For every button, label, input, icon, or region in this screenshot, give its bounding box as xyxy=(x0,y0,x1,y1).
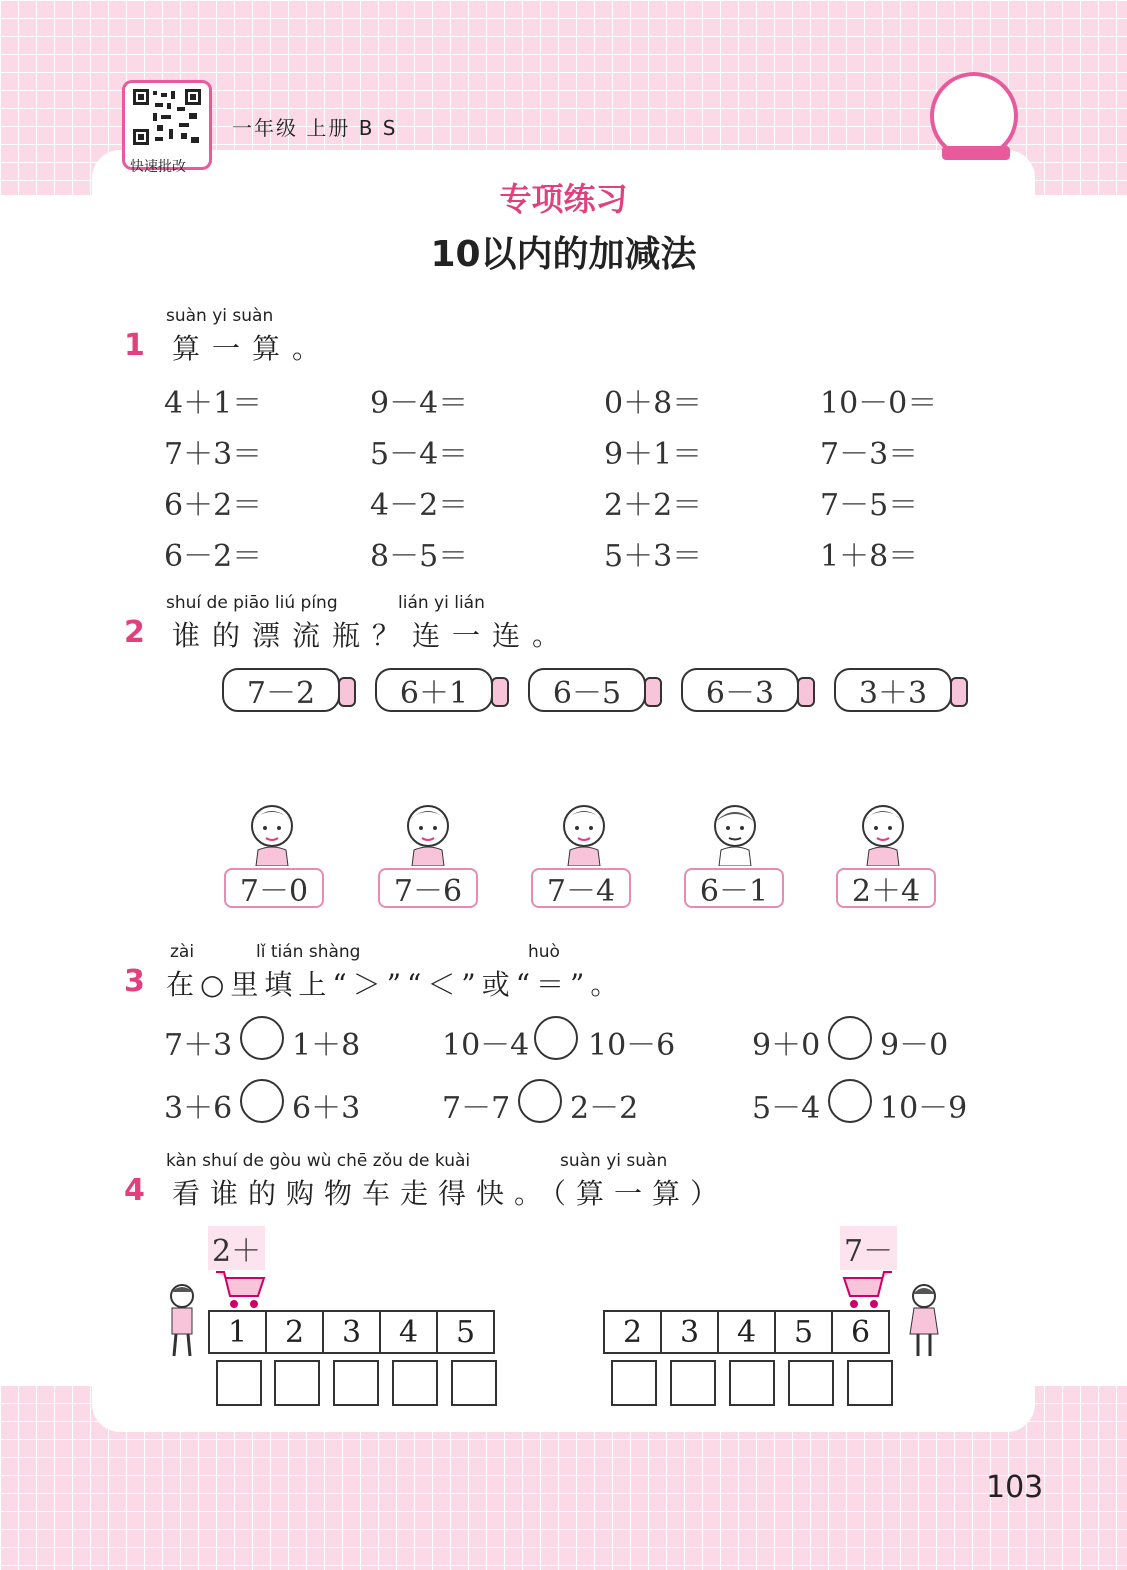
answer-box[interactable] xyxy=(670,1360,716,1406)
q1-expression[interactable]: 9－4＝ xyxy=(370,386,469,421)
right-number-row xyxy=(603,1310,890,1354)
number-cell: 1 xyxy=(208,1310,267,1354)
compare-left: 7＋3 xyxy=(164,1028,233,1063)
q2-text: 谁的漂流瓶？连一连。 xyxy=(172,619,573,652)
answer-box[interactable] xyxy=(788,1360,834,1406)
bottle-cap-icon xyxy=(950,677,968,707)
q1-expression[interactable]: 4＋1＝ xyxy=(164,386,263,421)
number-cell: 4 xyxy=(379,1310,438,1354)
q1-expression[interactable]: 2＋2＝ xyxy=(604,488,703,523)
q1-expression[interactable]: 0＋8＝ xyxy=(604,386,703,421)
kid-sign[interactable]: 7－0 xyxy=(224,868,324,908)
q1-expression[interactable]: 6＋2＝ xyxy=(164,488,263,523)
section-title: 专项练习 xyxy=(499,180,628,218)
answer-box[interactable] xyxy=(611,1360,657,1406)
q3-number: 3 xyxy=(124,964,145,999)
q4-pinyin: kàn shuí de gòu wù chē zǒu de kuài xyxy=(166,1151,471,1171)
page-number: 103 xyxy=(986,1470,1044,1505)
q3-pinyin: huò xyxy=(528,942,560,962)
q3-pinyin: zài xyxy=(170,942,195,962)
publisher-logo-icon xyxy=(930,72,1018,160)
compare-circle[interactable] xyxy=(534,1016,578,1060)
kid-sign[interactable]: 2＋4 xyxy=(836,868,936,908)
boy-icon xyxy=(707,800,763,866)
girl-icon xyxy=(556,800,612,866)
compare-left: 9＋0 xyxy=(752,1028,821,1063)
compare-left: 7－7 xyxy=(442,1091,511,1126)
q1-expression[interactable]: 5－4＝ xyxy=(370,437,469,472)
compare-right: 9－0 xyxy=(880,1028,949,1063)
bottle-cap-icon xyxy=(338,677,356,707)
q1-expression[interactable]: 10－0＝ xyxy=(820,386,938,421)
shopping-cart-icon xyxy=(214,1268,266,1310)
compare-right: 1＋8 xyxy=(292,1028,361,1063)
q1-pinyin: suàn yi suàn xyxy=(166,306,274,326)
left-cart-label: 2＋ xyxy=(208,1226,265,1270)
boy-icon xyxy=(162,1282,202,1358)
bottle[interactable]: 6－3 xyxy=(681,668,799,712)
q1-expression[interactable]: 8－5＝ xyxy=(370,539,469,574)
compare-circle[interactable] xyxy=(240,1016,284,1060)
girl-icon xyxy=(904,1282,944,1358)
q2-pinyin: lián yi lián xyxy=(398,593,485,613)
q1-expression[interactable]: 7－5＝ xyxy=(820,488,919,523)
answer-box[interactable] xyxy=(274,1360,320,1406)
girl-icon xyxy=(244,800,300,866)
compare-circle[interactable] xyxy=(240,1079,284,1123)
bottle[interactable]: 6＋1 xyxy=(375,668,493,712)
q3-text: 在○里填上“＞”“＜”或“＝”。 xyxy=(166,968,625,1001)
left-number-row xyxy=(208,1310,495,1354)
number-cell: 3 xyxy=(322,1310,381,1354)
number-cell: 2 xyxy=(265,1310,324,1354)
number-cell: 6 xyxy=(831,1310,890,1354)
compare-right: 2－2 xyxy=(570,1091,639,1126)
shopping-cart-icon xyxy=(842,1268,894,1310)
grade-label: 一年级 上册 B S xyxy=(232,116,398,140)
answer-box[interactable] xyxy=(847,1360,893,1406)
kid-sign[interactable]: 7－6 xyxy=(378,868,478,908)
right-cart-label: 7－ xyxy=(840,1226,897,1270)
bottle-cap-icon xyxy=(644,677,662,707)
compare-circle[interactable] xyxy=(828,1016,872,1060)
number-cell: 5 xyxy=(436,1310,495,1354)
girl-icon xyxy=(855,800,911,866)
q4-text: 看谁的购物车走得快。（算一算） xyxy=(172,1177,729,1210)
answer-box[interactable] xyxy=(392,1360,438,1406)
q1-expression[interactable]: 5＋3＝ xyxy=(604,539,703,574)
qr-label: 快速批改 xyxy=(130,159,186,175)
q1-expression[interactable]: 7＋3＝ xyxy=(164,437,263,472)
q1-number: 1 xyxy=(124,328,145,363)
q1-expression[interactable]: 7－3＝ xyxy=(820,437,919,472)
bottle[interactable]: 7－2 xyxy=(222,668,340,712)
q4-number: 4 xyxy=(124,1173,145,1208)
q1-expression[interactable]: 1＋8＝ xyxy=(820,539,919,574)
bottle-cap-icon xyxy=(491,677,509,707)
q3-pinyin: lǐ tián shàng xyxy=(256,942,361,962)
compare-left: 5－4 xyxy=(752,1091,821,1126)
q1-expression[interactable]: 6－2＝ xyxy=(164,539,263,574)
compare-left: 10－4 xyxy=(442,1028,530,1063)
compare-right: 6＋3 xyxy=(292,1091,361,1126)
answer-box[interactable] xyxy=(216,1360,262,1406)
bottle-cap-icon xyxy=(797,677,815,707)
number-cell: 2 xyxy=(603,1310,662,1354)
bottle[interactable]: 6－5 xyxy=(528,668,646,712)
number-cell: 5 xyxy=(774,1310,833,1354)
compare-left: 3＋6 xyxy=(164,1091,233,1126)
q1-text: 算一算。 xyxy=(172,332,333,365)
answer-box[interactable] xyxy=(729,1360,775,1406)
number-cell: 3 xyxy=(660,1310,719,1354)
q1-expression[interactable]: 4－2＝ xyxy=(370,488,469,523)
bottle[interactable]: 3＋3 xyxy=(834,668,952,712)
kid-sign[interactable]: 7－4 xyxy=(531,868,631,908)
compare-right: 10－9 xyxy=(880,1091,968,1126)
q2-number: 2 xyxy=(124,615,145,650)
compare-circle[interactable] xyxy=(518,1079,562,1123)
girl-icon xyxy=(400,800,456,866)
q1-expression[interactable]: 9＋1＝ xyxy=(604,437,703,472)
page-title: 10以内的加减法 xyxy=(430,234,697,275)
answer-box[interactable] xyxy=(451,1360,497,1406)
q4-pinyin: suàn yi suàn xyxy=(560,1151,668,1171)
compare-circle[interactable] xyxy=(828,1079,872,1123)
compare-right: 10－6 xyxy=(588,1028,676,1063)
number-cell: 4 xyxy=(717,1310,776,1354)
kid-sign[interactable]: 6－1 xyxy=(684,868,784,908)
q2-pinyin: shuí de piāo liú píng xyxy=(166,593,338,613)
answer-box[interactable] xyxy=(333,1360,379,1406)
